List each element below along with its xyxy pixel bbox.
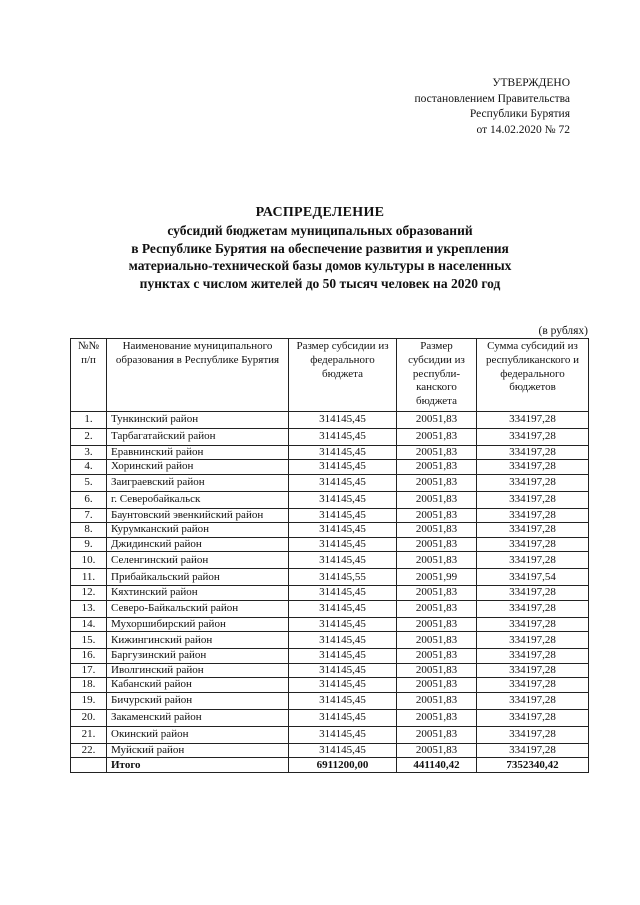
cell-federal: 314145,45 xyxy=(289,709,397,726)
cell-number: 17. xyxy=(71,663,107,678)
cell-federal: 314145,45 xyxy=(289,411,397,428)
cell-number: 10. xyxy=(71,552,107,569)
cell-total: 334197,28 xyxy=(477,617,589,632)
table-row xyxy=(71,649,589,664)
cell-number: 13. xyxy=(71,600,107,617)
cell-total: 334197,28 xyxy=(477,460,589,475)
table-header-row xyxy=(71,339,589,412)
total-cell-total: 7352340,42 xyxy=(477,758,589,773)
cell-municipality: Прибайкальский район xyxy=(107,569,289,586)
table-row xyxy=(71,491,589,508)
cell-federal: 314145,45 xyxy=(289,445,397,460)
cell-federal: 314145,45 xyxy=(289,508,397,523)
table-row xyxy=(71,569,589,586)
table-row xyxy=(71,586,589,601)
cell-federal: 314145,55 xyxy=(289,569,397,586)
cell-municipality: Курумканский район xyxy=(107,523,289,538)
approval-decree: постановлением Правительства xyxy=(414,92,570,105)
total-cell-federal: 6911200,00 xyxy=(289,758,397,773)
cell-republic: 20051,83 xyxy=(397,428,477,445)
cell-federal: 314145,45 xyxy=(289,743,397,758)
cell-republic: 20051,83 xyxy=(397,523,477,538)
cell-municipality: Еравнинский район xyxy=(107,445,289,460)
title-main: РАСПРЕДЕЛЕНИЕ xyxy=(255,205,385,220)
cell-total: 334197,28 xyxy=(477,508,589,523)
header-republic-subsidy: Размер субсидии из республи-канского бюджета xyxy=(397,339,477,412)
table-row xyxy=(71,537,589,552)
cell-number: 9. xyxy=(71,537,107,552)
approval-label: УТВЕРЖДЕНО xyxy=(492,77,570,89)
document-title xyxy=(70,203,570,292)
cell-number: 20. xyxy=(71,709,107,726)
cell-municipality: Джидинский район xyxy=(107,537,289,552)
cell-republic: 20051,83 xyxy=(397,552,477,569)
cell-number: 8. xyxy=(71,523,107,538)
subsidy-table xyxy=(70,338,589,773)
cell-municipality: Кабанский район xyxy=(107,678,289,693)
cell-total: 334197,28 xyxy=(477,632,589,649)
cell-total: 334197,28 xyxy=(477,726,589,743)
total-cell-number xyxy=(71,758,107,773)
cell-number: 1. xyxy=(71,411,107,428)
cell-number: 4. xyxy=(71,460,107,475)
cell-number: 19. xyxy=(71,692,107,709)
cell-total: 334197,28 xyxy=(477,428,589,445)
header-municipality: Наименование муниципального образования в Республике Бурятия xyxy=(107,339,289,412)
cell-republic: 20051,83 xyxy=(397,508,477,523)
cell-number: 18. xyxy=(71,678,107,693)
cell-federal: 314145,45 xyxy=(289,523,397,538)
cell-republic: 20051,99 xyxy=(397,569,477,586)
cell-municipality: Селенгинский район xyxy=(107,552,289,569)
cell-republic: 20051,83 xyxy=(397,663,477,678)
cell-republic: 20051,83 xyxy=(397,474,477,491)
cell-republic: 20051,83 xyxy=(397,743,477,758)
total-cell-republic: 441140,42 xyxy=(397,758,477,773)
title-line-4: пунктах с числом жителей до 50 тысяч человек на 2020 год xyxy=(139,275,501,291)
cell-total: 334197,54 xyxy=(477,569,589,586)
table-row xyxy=(71,552,589,569)
table-row xyxy=(71,508,589,523)
table-row xyxy=(71,445,589,460)
cell-municipality: Тункинский район xyxy=(107,411,289,428)
table-row xyxy=(71,411,589,428)
cell-total: 334197,28 xyxy=(477,600,589,617)
approval-authority: Республики Бурятия xyxy=(469,108,570,120)
cell-municipality: Заиграевский район xyxy=(107,474,289,491)
cell-republic: 20051,83 xyxy=(397,491,477,508)
table-row xyxy=(71,692,589,709)
cell-federal: 314145,45 xyxy=(289,552,397,569)
header-number: №№ п/п xyxy=(71,339,107,412)
table-row xyxy=(71,523,589,538)
table-row xyxy=(71,709,589,726)
title-line-1: субсидий бюджетам муниципальных образований xyxy=(167,223,473,238)
cell-number: 14. xyxy=(71,617,107,632)
cell-municipality: Баргузинский район xyxy=(107,649,289,664)
cell-republic: 20051,83 xyxy=(397,445,477,460)
cell-total: 334197,28 xyxy=(477,411,589,428)
cell-federal: 314145,45 xyxy=(289,617,397,632)
cell-number: 5. xyxy=(71,474,107,491)
cell-number: 3. xyxy=(71,445,107,460)
title-line-2: в Республике Бурятия на обеспечение развития и укрепления xyxy=(131,240,509,256)
cell-total: 334197,28 xyxy=(477,523,589,538)
table-row xyxy=(71,474,589,491)
table-row xyxy=(71,460,589,475)
cell-municipality: Хоринский район xyxy=(107,460,289,475)
cell-number: 12. xyxy=(71,586,107,601)
table-total-row xyxy=(71,758,589,773)
cell-republic: 20051,83 xyxy=(397,411,477,428)
cell-republic: 20051,83 xyxy=(397,692,477,709)
cell-federal: 314145,45 xyxy=(289,474,397,491)
cell-federal: 314145,45 xyxy=(289,678,397,693)
cell-federal: 314145,45 xyxy=(289,726,397,743)
cell-total: 334197,28 xyxy=(477,552,589,569)
cell-federal: 314145,45 xyxy=(289,649,397,664)
cell-republic: 20051,83 xyxy=(397,678,477,693)
header-total-subsidy: Сумма субсидий из республиканского и федерального бюджетов xyxy=(477,339,589,412)
cell-total: 334197,28 xyxy=(477,537,589,552)
cell-republic: 20051,83 xyxy=(397,649,477,664)
cell-municipality: Баунтовский эвенкийский район xyxy=(107,508,289,523)
table-body xyxy=(71,411,589,773)
cell-federal: 314145,45 xyxy=(289,460,397,475)
title-line-3: материально-технической базы домов культуры в населенных xyxy=(128,258,512,273)
table-row xyxy=(71,743,589,758)
cell-total: 334197,28 xyxy=(477,474,589,491)
cell-total: 334197,28 xyxy=(477,586,589,601)
cell-federal: 314145,45 xyxy=(289,663,397,678)
cell-federal: 314145,45 xyxy=(289,537,397,552)
cell-number: 7. xyxy=(71,508,107,523)
cell-municipality: Кижингинский район xyxy=(107,632,289,649)
cell-republic: 20051,83 xyxy=(397,586,477,601)
table-row xyxy=(71,632,589,649)
table-row xyxy=(71,678,589,693)
cell-number: 15. xyxy=(71,632,107,649)
cell-republic: 20051,83 xyxy=(397,617,477,632)
total-cell-municipality: Итого xyxy=(107,758,289,773)
cell-republic: 20051,83 xyxy=(397,460,477,475)
cell-republic: 20051,83 xyxy=(397,632,477,649)
cell-municipality: Тарбагатайский район xyxy=(107,428,289,445)
cell-federal: 314145,45 xyxy=(289,586,397,601)
cell-total: 334197,28 xyxy=(477,678,589,693)
cell-federal: 314145,45 xyxy=(289,491,397,508)
cell-total: 334197,28 xyxy=(477,692,589,709)
cell-municipality: Северо-Байкальский район xyxy=(107,600,289,617)
cell-federal: 314145,45 xyxy=(289,632,397,649)
table-row xyxy=(71,617,589,632)
cell-total: 334197,28 xyxy=(477,491,589,508)
cell-total: 334197,28 xyxy=(477,649,589,664)
cell-total: 334197,28 xyxy=(477,743,589,758)
cell-republic: 20051,83 xyxy=(397,537,477,552)
table-row xyxy=(71,726,589,743)
cell-municipality: г. Северобайкальск xyxy=(107,491,289,508)
cell-number: 2. xyxy=(71,428,107,445)
cell-municipality: Закаменский район xyxy=(107,709,289,726)
cell-number: 22. xyxy=(71,743,107,758)
cell-municipality: Бичурский район xyxy=(107,692,289,709)
units-note: (в рублях) xyxy=(538,325,588,337)
cell-municipality: Мухоршибирский район xyxy=(107,617,289,632)
cell-republic: 20051,83 xyxy=(397,709,477,726)
cell-total: 334197,28 xyxy=(477,709,589,726)
approval-date-number: от 14.02.2020 № 72 xyxy=(476,123,570,136)
cell-municipality: Кяхтинский район xyxy=(107,586,289,601)
cell-total: 334197,28 xyxy=(477,663,589,678)
cell-federal: 314145,45 xyxy=(289,600,397,617)
cell-republic: 20051,83 xyxy=(397,600,477,617)
cell-municipality: Иволгинский район xyxy=(107,663,289,678)
cell-federal: 314145,45 xyxy=(289,428,397,445)
cell-number: 11. xyxy=(71,569,107,586)
header-federal-subsidy: Размер субсидии из федерального бюджета xyxy=(289,339,397,412)
cell-municipality: Муйский район xyxy=(107,743,289,758)
table-row xyxy=(71,663,589,678)
cell-republic: 20051,83 xyxy=(397,726,477,743)
cell-number: 21. xyxy=(71,726,107,743)
cell-number: 16. xyxy=(71,649,107,664)
cell-federal: 314145,45 xyxy=(289,692,397,709)
table-row xyxy=(71,600,589,617)
approval-stamp xyxy=(414,76,570,138)
cell-municipality: Окинский район xyxy=(107,726,289,743)
cell-total: 334197,28 xyxy=(477,445,589,460)
table-row xyxy=(71,428,589,445)
cell-number: 6. xyxy=(71,491,107,508)
